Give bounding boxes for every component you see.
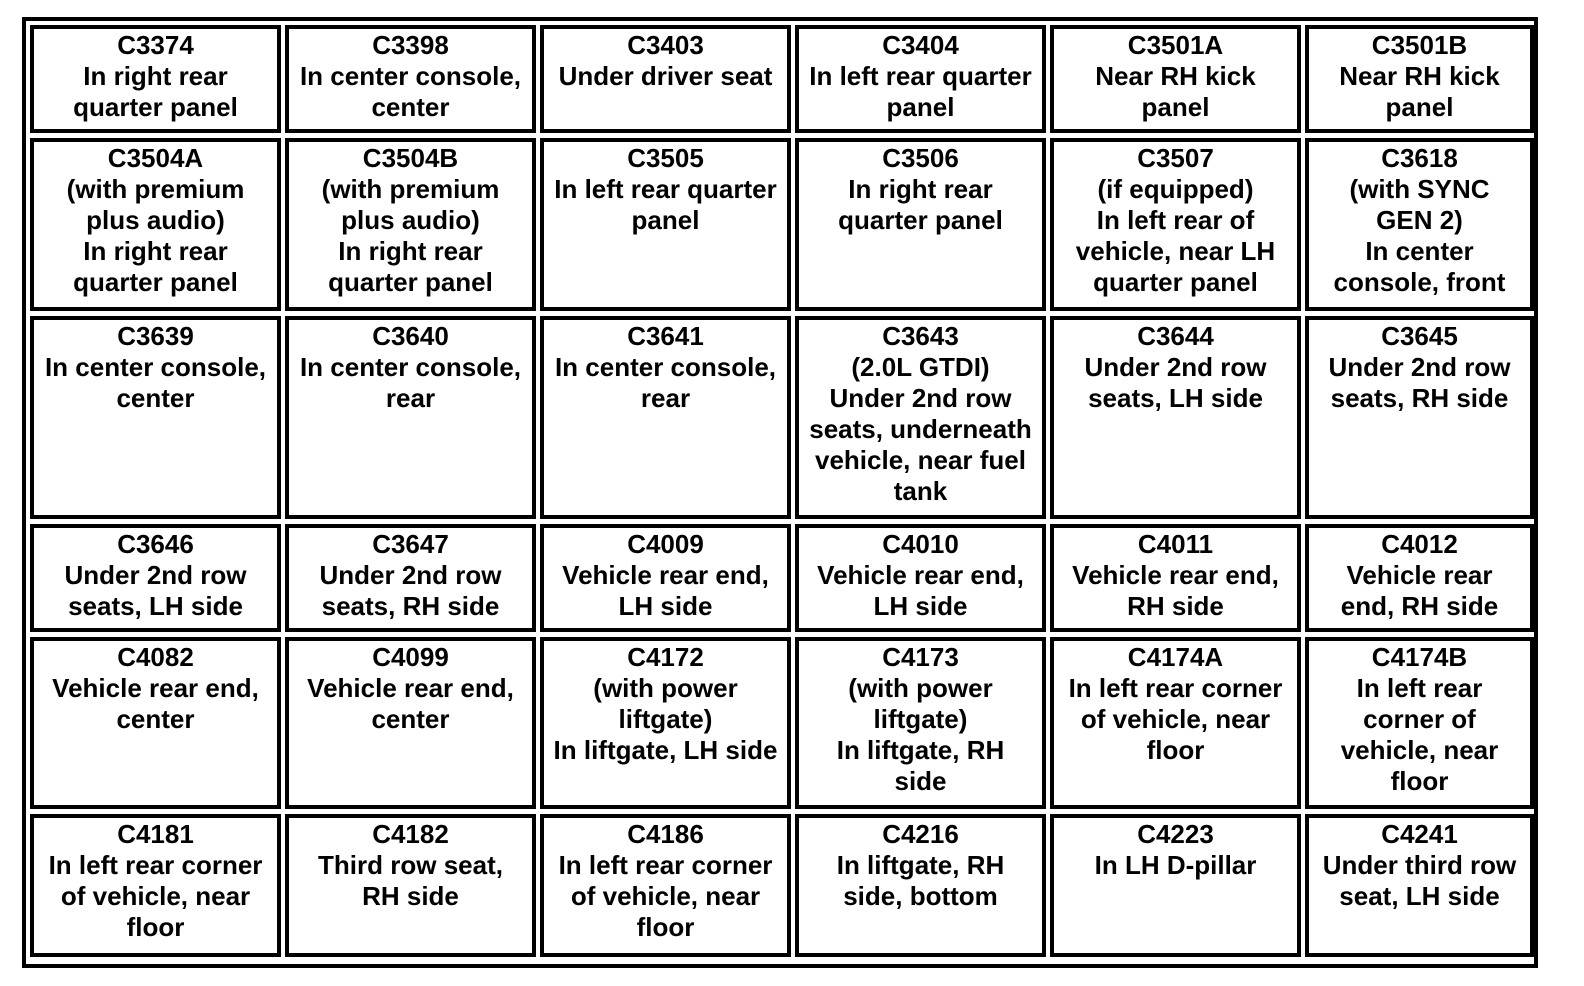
connector-location-line: seats, RH side [321, 591, 500, 621]
connector-location-line: tank [893, 476, 948, 506]
connector-location-line: panel [1385, 92, 1454, 122]
connector-location-line: In left rear quarter [809, 61, 1032, 91]
connector-location-line: of vehicle, near [60, 881, 251, 911]
connector-location-line: Near RH kick [1339, 61, 1500, 91]
connector-location-line: liftgate) [873, 704, 968, 734]
connector-location-line: of vehicle, near [1080, 704, 1271, 734]
connector-code: C4241 [1381, 819, 1458, 849]
connector-location-line: In left rear corner [1068, 673, 1283, 703]
connector-cell [795, 138, 1046, 311]
connector-code: C3501B [1371, 30, 1468, 60]
connector-location-line: liftgate) [618, 704, 713, 734]
connector-cell [285, 637, 536, 809]
connector-cell [540, 814, 791, 957]
connector-location-line: Vehicle rear end, [307, 673, 514, 703]
connector-cell [285, 524, 536, 632]
connector-location-table [22, 17, 1538, 968]
connector-location-line: In center console, [44, 352, 267, 382]
connector-location-line: Vehicle rear end, [562, 560, 769, 590]
connector-cell [30, 25, 281, 133]
connector-location-line: side [894, 766, 947, 796]
connector-cell [1305, 25, 1534, 133]
connector-code: C3640 [372, 321, 449, 351]
connector-location-line: Vehicle rear [1346, 560, 1493, 590]
connector-code: C4216 [882, 819, 959, 849]
connector-location-line: Near RH kick [1095, 61, 1256, 91]
connector-location-line: vehicle, near LH [1075, 236, 1276, 266]
connector-location-line: rear [385, 383, 436, 413]
connector-location-line: floor [636, 912, 695, 942]
connector-location-line: (2.0L GTDI) [851, 352, 990, 382]
connector-code: C3404 [882, 30, 959, 60]
connector-cell [795, 524, 1046, 632]
connector-code: C3647 [372, 529, 449, 559]
connector-location-line: (with power [848, 673, 993, 703]
connector-cell [30, 524, 281, 632]
connector-code: C4181 [117, 819, 194, 849]
connector-location-line: side, bottom [843, 881, 998, 911]
connector-code: C3505 [627, 143, 704, 173]
connector-location-line: (with premium [66, 174, 245, 204]
connector-location-line: In center console, [299, 352, 522, 382]
connector-location-line: In left rear quarter [554, 174, 777, 204]
connector-code: C4082 [117, 642, 194, 672]
connector-location-line: vehicle, near [1340, 735, 1499, 765]
connector-location-line: In liftgate, RH [836, 735, 1005, 765]
connector-location-line: panel [631, 205, 700, 235]
connector-code: C3645 [1381, 321, 1458, 351]
connector-code: C3643 [882, 321, 959, 351]
connector-location-line: (with premium [321, 174, 500, 204]
connector-location-line: In left rear [1356, 673, 1483, 703]
connector-location-line: RH side [362, 881, 459, 911]
connector-location-line: Under 2nd row [64, 560, 247, 590]
connector-cell [1305, 814, 1534, 957]
connector-code: C3507 [1137, 143, 1214, 173]
connector-code: C4173 [882, 642, 959, 672]
connector-location-line: RH side [1127, 591, 1224, 621]
connector-cell [1050, 138, 1301, 311]
connector-code: C4172 [627, 642, 704, 672]
connector-location-line: plus audio) [341, 205, 480, 235]
connector-location-line: In LH D-pillar [1094, 850, 1257, 880]
connector-code: C3398 [372, 30, 449, 60]
connector-code: C3646 [117, 529, 194, 559]
connector-code: C4012 [1381, 529, 1458, 559]
connector-code: C4174B [1371, 642, 1468, 672]
connector-cell [540, 138, 791, 311]
connector-location-line: (if equipped) [1097, 174, 1254, 204]
connector-cell [1050, 25, 1301, 133]
connector-location-line: rear [640, 383, 691, 413]
connector-location-line: In center console, [554, 352, 777, 382]
connector-location-line: panel [1141, 92, 1210, 122]
connector-code: C3403 [627, 30, 704, 60]
connector-cell [795, 25, 1046, 133]
connector-location-line: floor [1390, 766, 1449, 796]
connector-location-line: center [371, 704, 450, 734]
connector-cell [795, 316, 1046, 519]
connector-location-line: seats, underneath [809, 414, 1032, 444]
connector-cell [1050, 524, 1301, 632]
connector-location-line: LH side [873, 591, 968, 621]
connector-code: C3504B [362, 143, 459, 173]
connector-cell [795, 814, 1046, 957]
connector-location-line: Under 2nd row [829, 383, 1012, 413]
connector-code: C4174A [1127, 642, 1224, 672]
connector-code: C4182 [372, 819, 449, 849]
connector-location-line: of vehicle, near [570, 881, 761, 911]
connector-location-line: In left rear of [1096, 205, 1255, 235]
connector-cell [1050, 316, 1301, 519]
connector-cell [1305, 637, 1534, 809]
connector-location-line: plus audio) [86, 205, 225, 235]
connector-grid [30, 25, 1530, 960]
connector-cell [285, 138, 536, 311]
connector-location-line: In right rear [83, 236, 228, 266]
connector-location-line: In right rear [83, 61, 228, 91]
connector-cell [285, 316, 536, 519]
connector-code: C3641 [627, 321, 704, 351]
connector-location-line: panel [886, 92, 955, 122]
connector-location-line: quarter panel [328, 267, 493, 297]
connector-location-line: quarter panel [73, 267, 238, 297]
connector-code: C4099 [372, 642, 449, 672]
connector-code: C3639 [117, 321, 194, 351]
connector-code: C4011 [1137, 529, 1214, 559]
connector-location-line: In liftgate, LH side [553, 735, 778, 765]
connector-location-line: Under 2nd row [1084, 352, 1267, 382]
connector-location-line: Under 2nd row [1328, 352, 1511, 382]
connector-location-line: In left rear corner [48, 850, 263, 880]
connector-location-line: Vehicle rear end, [817, 560, 1024, 590]
connector-code: C4010 [882, 529, 959, 559]
connector-location-line: In left rear corner [558, 850, 773, 880]
connector-cell [285, 25, 536, 133]
connector-cell [540, 637, 791, 809]
connector-cell [30, 814, 281, 957]
connector-code: C4009 [627, 529, 704, 559]
connector-location-line: (with power [593, 673, 738, 703]
connector-location-line: (with SYNC [1349, 174, 1490, 204]
connector-cell [30, 138, 281, 311]
connector-location-line: floor [126, 912, 185, 942]
connector-location-line: Under third row [1322, 850, 1517, 880]
connector-cell [30, 316, 281, 519]
connector-location-line: LH side [618, 591, 713, 621]
connector-location-line: vehicle, near fuel [815, 445, 1026, 475]
connector-location-line: GEN 2) [1376, 205, 1463, 235]
connector-location-line: In right rear [848, 174, 993, 204]
connector-location-line: In center [1365, 236, 1474, 266]
connector-cell [1305, 316, 1534, 519]
connector-cell [540, 524, 791, 632]
connector-cell [540, 316, 791, 519]
connector-code: C3506 [882, 143, 959, 173]
connector-location-line: console, front [1333, 267, 1506, 297]
connector-cell [1050, 814, 1301, 957]
connector-code: C3644 [1137, 321, 1214, 351]
connector-location-line: In liftgate, RH [836, 850, 1005, 880]
connector-location-line: quarter panel [73, 92, 238, 122]
connector-code: C4186 [627, 819, 704, 849]
connector-location-line: quarter panel [838, 205, 1003, 235]
connector-location-line: Under 2nd row [319, 560, 502, 590]
connector-location-line: end, RH side [1340, 591, 1499, 621]
connector-location-line: seats, RH side [1330, 383, 1509, 413]
connector-code: C3504A [107, 143, 204, 173]
connector-code: C3618 [1381, 143, 1458, 173]
connector-location-line: floor [1146, 735, 1205, 765]
connector-cell [285, 814, 536, 957]
connector-location-line: seats, LH side [68, 591, 243, 621]
connector-location-line: quarter panel [1093, 267, 1258, 297]
connector-location-line: Vehicle rear end, [52, 673, 259, 703]
connector-cell [795, 637, 1046, 809]
connector-location-line: In right rear [338, 236, 483, 266]
connector-code: C3501A [1127, 30, 1224, 60]
connector-location-line: Under driver seat [558, 61, 773, 91]
connector-location-line: center [116, 704, 195, 734]
connector-location-line: corner of [1363, 704, 1476, 734]
connector-code: C3374 [117, 30, 194, 60]
connector-location-line: center [371, 92, 450, 122]
connector-location-line: Vehicle rear end, [1072, 560, 1279, 590]
connector-cell [30, 637, 281, 809]
connector-location-line: seats, LH side [1088, 383, 1263, 413]
connector-cell [1305, 524, 1534, 632]
connector-location-line: center [116, 383, 195, 413]
connector-location-line: In center console, [299, 61, 522, 91]
connector-location-line: seat, LH side [1339, 881, 1500, 911]
connector-code: C4223 [1137, 819, 1214, 849]
connector-location-line: Third row seat, [318, 850, 503, 880]
connector-cell [1050, 637, 1301, 809]
connector-cell [540, 25, 791, 133]
connector-cell [1305, 138, 1534, 311]
